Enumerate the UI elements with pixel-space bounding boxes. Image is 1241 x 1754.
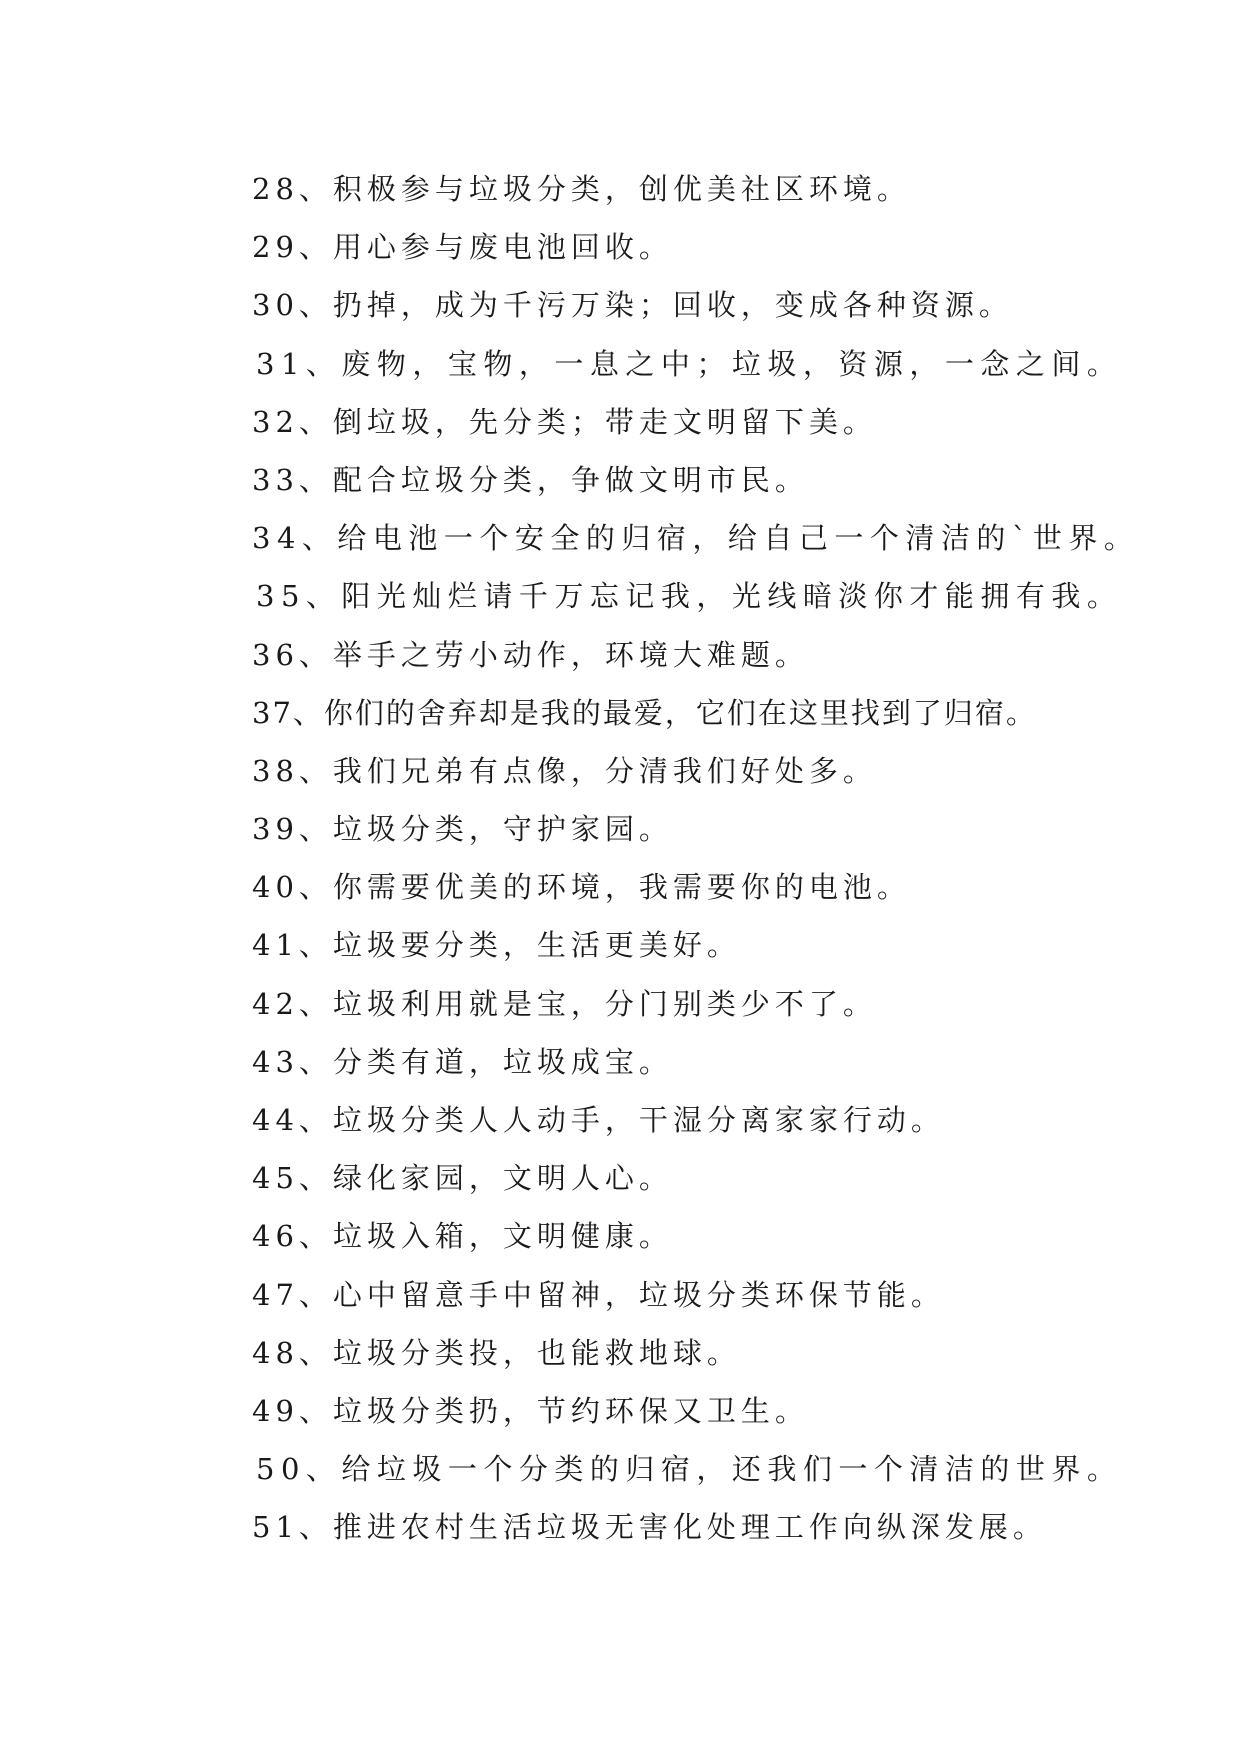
list-item: 43、分类有道，垃圾成宝。 — [252, 1044, 673, 1079]
list-item: 31、废物，宝物，一息之中；垃圾，资源，一念之间。 — [256, 346, 1123, 381]
list-item: 34、给电池一个安全的归宿，给自己一个清洁的`世界。 — [252, 521, 1140, 556]
list-item: 28、积极参与垃圾分类，创优美社区环境。 — [252, 172, 911, 206]
list-item: 37、你们的舍弃却是我的最爱，它们在这里找到了归宿。 — [252, 695, 1037, 730]
list-item: 30、扔掉，成为千污万染；回收，变成各种资源。 — [252, 288, 1013, 323]
list-item: 32、倒垃圾，先分类；带走文明留下美。 — [252, 404, 877, 439]
list-item: 41、垃圾要分类，生活更美好。 — [252, 928, 741, 963]
list-item: 36、举手之劳小动作，环境大难题。 — [252, 637, 809, 672]
list-item: 29、用心参与废电池回收。 — [252, 230, 673, 265]
list-item: 35、阳光灿烂请千万忘记我，光线暗淡你才能拥有我。 — [256, 579, 1123, 614]
list-item: 45、绿化家园，文明人心。 — [252, 1161, 673, 1196]
list-item: 42、垃圾利用就是宝，分门别类少不了。 — [252, 986, 877, 1021]
list-item: 40、你需要优美的环境，我需要你的电池。 — [252, 870, 911, 905]
list-item: 49、垃圾分类扔，节约环保又卫生。 — [252, 1393, 809, 1428]
list-item: 39、垃圾分类，守护家园。 — [252, 812, 673, 847]
list-item: 47、心中留意手中留神，垃圾分类环保节能。 — [252, 1277, 945, 1312]
list-item: 48、垃圾分类投，也能救地球。 — [252, 1335, 741, 1370]
list-item: 38、我们兄弟有点像，分清我们好处多。 — [252, 753, 877, 788]
list-item: 33、配合垃圾分类，争做文明市民。 — [252, 462, 809, 497]
slogan-list — [252, 160, 1152, 1557]
list-item: 50、给垃圾一个分类的归宿，还我们一个清洁的世界。 — [256, 1452, 1123, 1487]
list-item: 51、推进农村生活垃圾无害化处理工作向纵深发展。 — [252, 1510, 1047, 1545]
list-item: 44、垃圾分类人人动手，干湿分离家家行动。 — [252, 1103, 945, 1137]
list-item: 46、垃圾入箱，文明健康。 — [252, 1219, 673, 1254]
